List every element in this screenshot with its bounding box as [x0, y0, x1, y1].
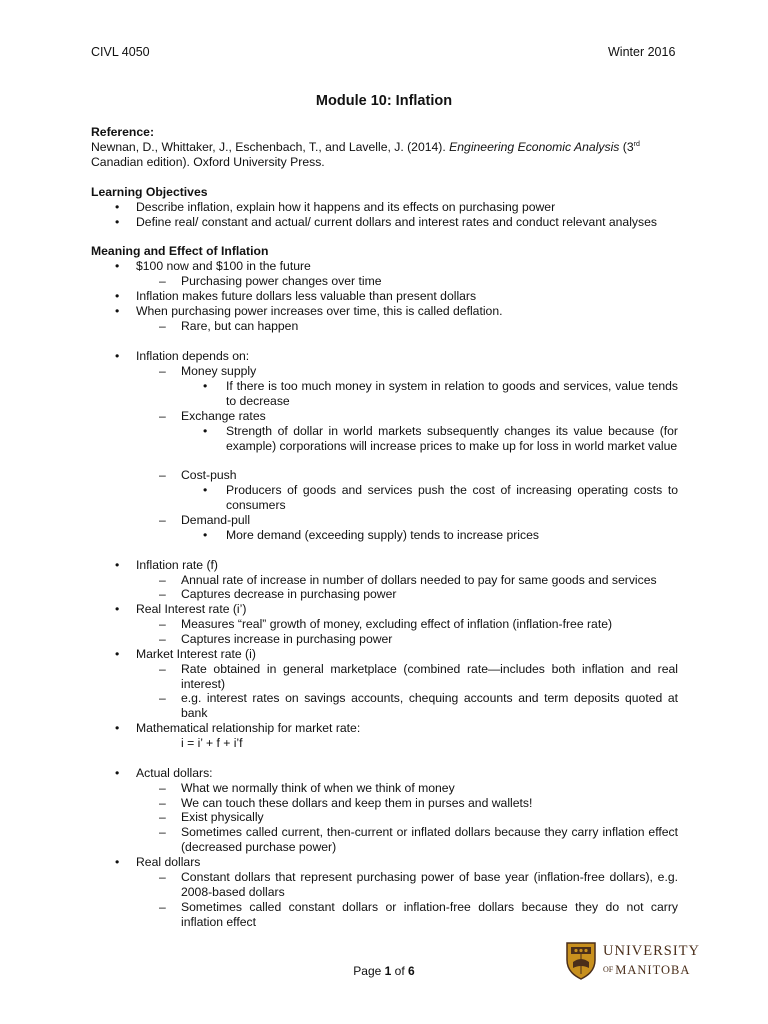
formula: i = i’ + f + i’f [181, 736, 243, 750]
dash-icon: – [159, 781, 166, 795]
bullet-icon: • [115, 721, 120, 735]
dash-icon: – [159, 810, 166, 824]
logo-text-manitoba: OF MANITOBA [603, 963, 691, 977]
bullet-icon: • [115, 647, 120, 661]
list-item: If there is too much money in system in relation to goods and services, value tends to decrease [226, 379, 678, 408]
reference-heading: Reference: [91, 125, 154, 139]
list-item: e.g. interest rates on savings accounts, chequing accounts and term deposits quoted at bank [181, 691, 678, 720]
dash-icon: – [159, 364, 166, 378]
crest-icon [565, 940, 597, 980]
list-item: More demand (exceeding supply) tends to increase prices [226, 528, 539, 542]
list-item: Market Interest rate (i) [136, 647, 256, 661]
dash-icon: – [159, 796, 166, 810]
dash-icon: – [159, 825, 166, 839]
list-item: Inflation depends on: [136, 349, 250, 363]
dash-icon: – [159, 617, 166, 631]
term-label: Winter 2016 [608, 45, 676, 59]
list-item: Rate obtained in general marketplace (combined rate—includes both inflation and real interest) [181, 662, 678, 691]
bullet-icon: • [115, 304, 120, 318]
bullet-icon: • [203, 483, 208, 497]
list-item: Exist physically [181, 810, 264, 824]
dash-icon: – [159, 870, 166, 884]
list-item: Inflation makes future dollars less valuable than present dollars [136, 289, 477, 303]
bullet-icon: • [115, 289, 120, 303]
dash-icon: – [159, 900, 166, 914]
objectives-heading: Learning Objectives [91, 185, 208, 199]
bullet-icon: • [115, 766, 120, 780]
dash-icon: – [159, 632, 166, 646]
dash-icon: – [159, 274, 166, 288]
dash-icon: – [159, 409, 166, 423]
bullet-icon: • [115, 349, 120, 363]
list-item: $100 now and $100 in the future [136, 259, 311, 273]
bullet-icon: • [203, 528, 208, 542]
list-item: Rare, but can happen [181, 319, 299, 333]
dash-icon: – [159, 587, 166, 601]
list-item: Demand-pull [181, 513, 251, 527]
list-item: Measures “real” growth of money, excluding effect of inflation (inflation-free rate) [181, 617, 613, 631]
university-logo [565, 940, 700, 984]
page-title: Module 10: Inflation [315, 93, 453, 109]
list-item: Captures decrease in purchasing power [181, 587, 397, 601]
list-item: Constant dollars that represent purchasing power of base year (inflation-free dollars), e.g. 2008-based dollars [181, 870, 678, 899]
dash-icon: – [159, 691, 166, 705]
objective-item: Describe inflation, explain how it happens and its effects on purchasing power [136, 200, 556, 214]
page-number: Page 1 of 6 [353, 964, 415, 978]
logo-text-university: UNIVERSITY [603, 943, 700, 959]
objective-item: Define real/ constant and actual/ current dollars and interest rates and conduct relevant analyses [136, 215, 657, 229]
list-item: What we normally think of when we think of money [181, 781, 455, 795]
course-code: CIVL 4050 [91, 45, 150, 59]
list-item: Cost-push [181, 468, 237, 482]
list-item: When purchasing power increases over time, this is called deflation. [136, 304, 503, 318]
bullet-icon: • [115, 200, 120, 214]
dash-icon: – [159, 513, 166, 527]
list-item: Exchange rates [181, 409, 266, 423]
list-item: Money supply [181, 364, 257, 378]
list-item: Captures increase in purchasing power [181, 632, 393, 646]
list-item: Purchasing power changes over time [181, 274, 382, 288]
dash-icon: – [159, 573, 166, 587]
dash-icon: – [159, 662, 166, 676]
bullet-icon: • [115, 855, 120, 869]
list-item: Strength of dollar in world markets subsequently changes its value because (for example) corporations will increase prices to make up for loss in world market value [226, 424, 678, 453]
list-item: Actual dollars: [136, 766, 213, 780]
bullet-icon: • [115, 602, 120, 616]
list-item: Producers of goods and services push the cost of increasing operating costs to consumers [226, 483, 678, 512]
list-item: Sometimes called constant dollars or inflation-free dollars because they do not carry inflation effect [181, 900, 678, 929]
list-item: We can touch these dollars and keep them in purses and wallets! [181, 796, 533, 810]
list-item: Inflation rate (f) [136, 558, 218, 572]
reference-line-2: Canadian edition). Oxford University Press. [91, 155, 325, 169]
bullet-icon: • [203, 379, 208, 393]
bullet-icon: • [115, 558, 120, 572]
section-heading: Meaning and Effect of Inflation [91, 244, 269, 258]
dash-icon: – [159, 319, 166, 333]
bullet-icon: • [115, 259, 120, 273]
list-item: Mathematical relationship for market rate: [136, 721, 361, 735]
reference-line-1: Newnan, D., Whittaker, J., Eschenbach, T., and Lavelle, J. (2014). Engineering Economic Analysis (3rd [91, 140, 640, 154]
list-item: Real dollars [136, 855, 201, 869]
list-item: Sometimes called current, then-current or inflated dollars because they carry inflation effect (decreased purchase power) [181, 825, 678, 854]
list-item: Annual rate of increase in number of dollars needed to pay for same goods and services [181, 573, 657, 587]
list-item: Real Interest rate (i’) [136, 602, 247, 616]
bullet-icon: • [115, 215, 120, 229]
bullet-icon: • [203, 424, 208, 438]
dash-icon: – [159, 468, 166, 482]
